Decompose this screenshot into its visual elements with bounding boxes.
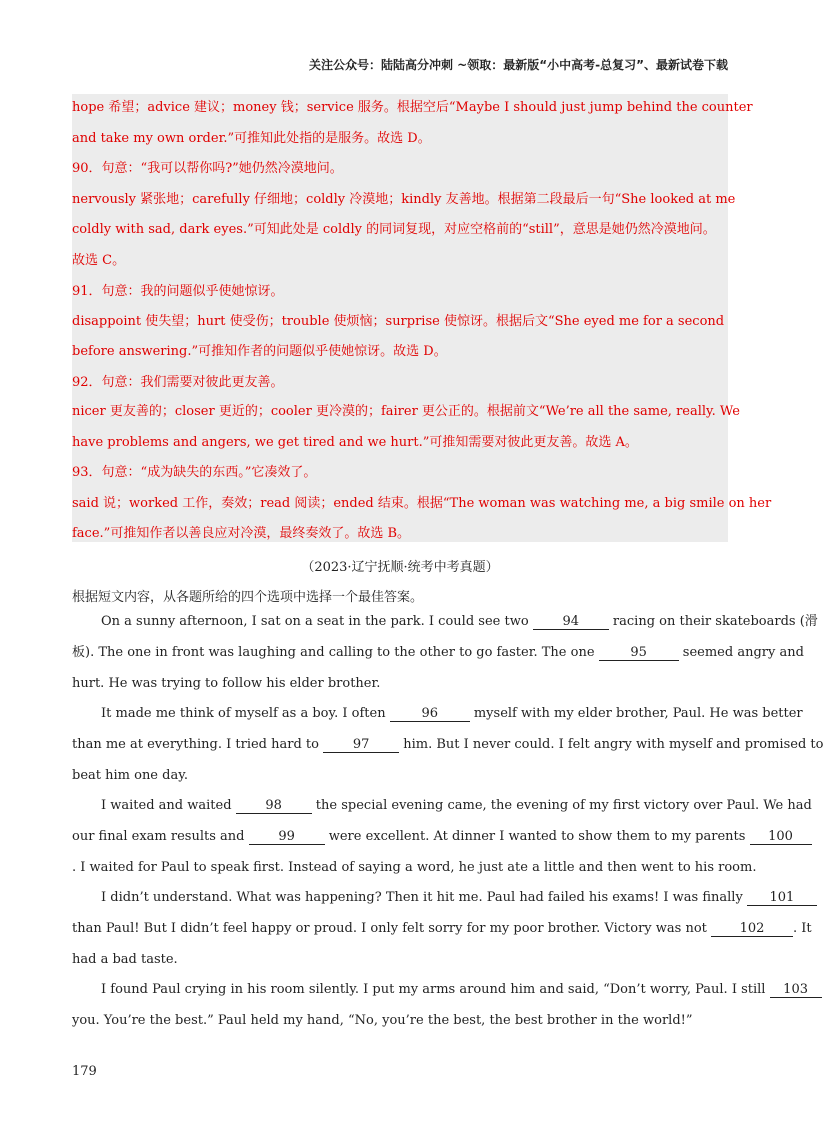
instruction-text: 根据短文内容，从各题所给的四个选项中选择一个最佳答案。 bbox=[72, 590, 424, 605]
answer-line: hope 希望；advice 建议；money 钱；service 服务。根据空后“Maybe I should just jump behind the counter bbox=[72, 100, 753, 115]
blank-103: 103 bbox=[770, 983, 822, 998]
answer-line: 93．句意：“成为缺失的东西。”它凑效了。 bbox=[72, 465, 317, 480]
passage-text: . It bbox=[793, 921, 812, 936]
passage-text: than me at everything. I tried hard to bbox=[72, 737, 324, 752]
answer-line: nicer 更友善的；closer 更近的；cooler 更冷漠的；fairer 更公正的。根据前文“We’re all the same, really. We bbox=[72, 404, 740, 419]
passage-line bbox=[101, 982, 808, 998]
answer-line: have problems and angers, we get tired and we hurt.”可推知需要对彼此更友善。故选 A。 bbox=[72, 435, 638, 450]
passage-text: I waited and waited bbox=[101, 798, 236, 813]
answer-line: face.”可推知作者以善良应对冷漠，最终奏效了。故选 B。 bbox=[72, 526, 411, 541]
passage-line bbox=[72, 676, 728, 692]
passage-text: seemed angry and bbox=[678, 645, 804, 660]
page-header: 关注公众号：陆陆高分冲刺 ~领取：最新版“小中高考-总复习”、最新试卷下载 bbox=[309, 58, 728, 72]
passage-text: than Paul! But I didn’t feel happy or proud. I only felt sorry for my poor brother. Victory was not bbox=[72, 921, 712, 936]
question-source: （2023·辽宁抚顺·统考中考真题） bbox=[301, 560, 499, 575]
passage-text: It made me think of myself as a boy. I often bbox=[101, 706, 390, 721]
answer-line: 91．句意：我的问题似乎使她惊讶。 bbox=[72, 284, 284, 299]
blank-101: 101 bbox=[747, 891, 817, 906]
passage-text: beat him one day. bbox=[72, 768, 188, 783]
blank-96: 96 bbox=[390, 707, 470, 722]
passage-line bbox=[101, 614, 818, 630]
passage-line bbox=[72, 1013, 728, 1029]
blank-102: 102 bbox=[711, 922, 793, 937]
passage-text: 板). The one in front was laughing and calling to the other to go faster. The one bbox=[72, 645, 599, 660]
answer-line: 90．句意：“我可以帮你吗?”她仍然冷漠地问。 bbox=[72, 161, 343, 176]
passage-line bbox=[101, 798, 812, 814]
blank-95: 95 bbox=[599, 646, 679, 661]
passage-text: you. You’re the best.” Paul held my hand, “No, you’re the best, the best brother in the world!” bbox=[72, 1013, 693, 1028]
passage-text: myself with my elder brother, Paul. He was better bbox=[469, 706, 803, 721]
blank-98: 98 bbox=[236, 799, 312, 814]
passage-line bbox=[72, 768, 728, 784]
answer-line: 故选 C。 bbox=[72, 253, 126, 268]
answer-line: coldly with sad, dark eyes.”可知此处是 coldly 的同词复现，对应空格前的“still”，意思是她仍然冷漠地问。 bbox=[72, 222, 716, 237]
passage-line bbox=[72, 829, 793, 845]
blank-97: 97 bbox=[323, 738, 399, 753]
passage-text: the special evening came, the evening of my first victory over Paul. We had bbox=[311, 798, 812, 813]
blank-94: 94 bbox=[533, 615, 609, 630]
passage-text: On a sunny afternoon, I sat on a seat in the park. I could see two bbox=[101, 614, 533, 629]
passage-text: had a bad taste. bbox=[72, 952, 178, 967]
blank-99: 99 bbox=[249, 830, 325, 845]
passage-line bbox=[72, 860, 757, 876]
passage-line bbox=[72, 921, 812, 937]
answer-line: said 说；worked 工作，奏效；read 阅读；ended 结束。根据“The woman was watching me, a big smile on her bbox=[72, 496, 772, 511]
passage-text: racing on their skateboards (滑 bbox=[608, 614, 818, 629]
passage-line bbox=[72, 645, 804, 661]
passage-line bbox=[72, 737, 823, 753]
answer-line: 92．句意：我们需要对彼此更友善。 bbox=[72, 375, 284, 390]
passage-line bbox=[72, 952, 728, 968]
passage-text: hurt. He was trying to follow his elder brother. bbox=[72, 676, 381, 691]
passage-line bbox=[101, 706, 803, 722]
passage-text: I didn’t understand. What was happening? Then it hit me. Paul had failed his exams! I was finally bbox=[101, 890, 747, 905]
answer-line: nervously 紧张地；carefully 仔细地；coldly 冷漠地；kindly 友善地。根据第二段最后一句“She looked at me bbox=[72, 192, 736, 207]
passage-text: him. But I never could. I felt angry with myself and promised to bbox=[399, 737, 823, 752]
blank-100: 100 bbox=[750, 830, 812, 845]
answer-line: disappoint 使失望；hurt 使受伤；trouble 使烦恼；surprise 使惊讶。根据后文“She eyed me for a second bbox=[72, 314, 725, 329]
passage-line bbox=[101, 890, 795, 906]
passage-text: were excellent. At dinner I wanted to show them to my parents bbox=[324, 829, 750, 844]
passage-text: I found Paul crying in his room silently. I put my arms around him and said, “Don’t worry, Paul. I still bbox=[101, 982, 770, 997]
page-number: 179 bbox=[72, 1064, 97, 1079]
passage-text: our final exam results and bbox=[72, 829, 249, 844]
answer-line: and take my own order.”可推知此处指的是服务。故选 D。 bbox=[72, 131, 431, 146]
passage-text: . I waited for Paul to speak first. Instead of saying a word, he just ate a little and then went to his room. bbox=[72, 860, 757, 875]
answer-line: before answering.”可推知作者的问题似乎使她惊讶。故选 D。 bbox=[72, 344, 447, 359]
